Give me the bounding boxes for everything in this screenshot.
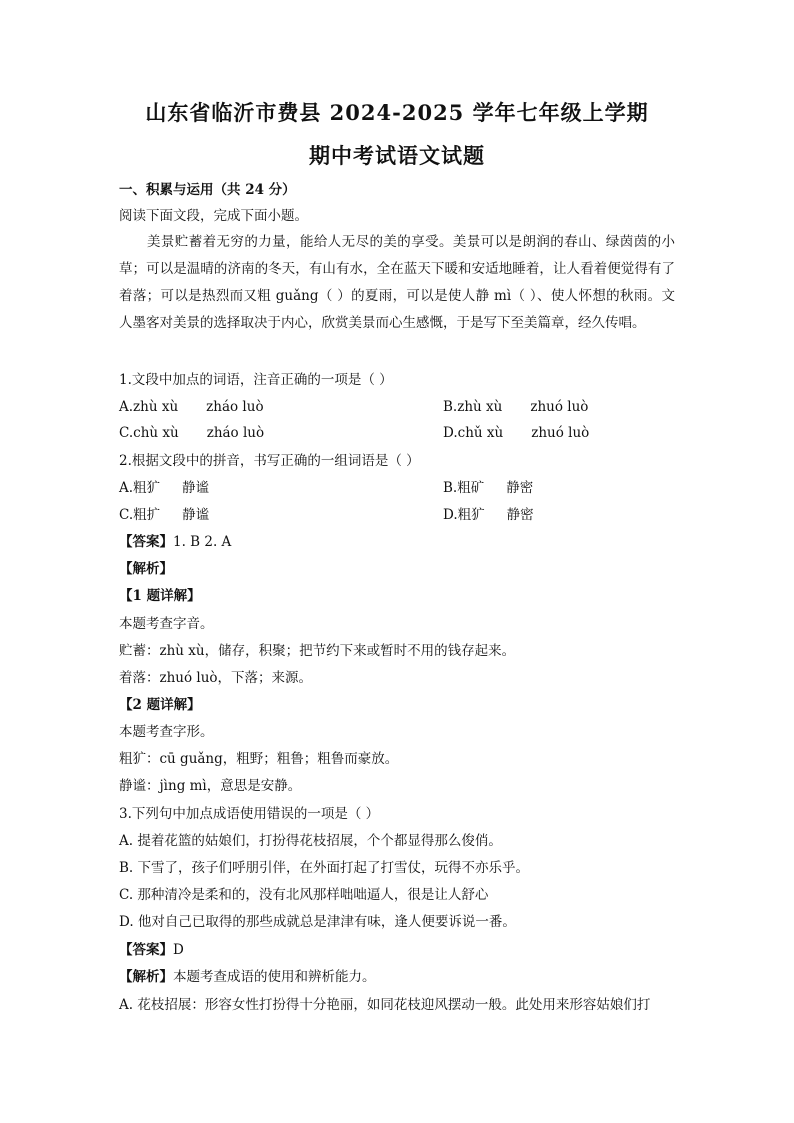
analysis-q2-intro: 本题考查字形。 xyxy=(119,724,214,740)
section-heading: 一、积累与运用（共 24 分） xyxy=(119,182,296,198)
option-part-a: 粗矿 xyxy=(457,480,485,496)
q3-option-b: B. 下雪了，孩子们呼朋引伴，在外面打起了打雪仗，玩得不亦乐乎。 xyxy=(119,860,530,876)
analysis-3-option-a: A. 花枝招展：形容女性打扮得十分艳丽，如同花枝迎风摆动一般。此处用来形容姑娘们打 xyxy=(119,997,651,1013)
option-part-b: 静谧 xyxy=(182,507,210,523)
option-part-b: 静密 xyxy=(506,507,534,523)
analysis-3 xyxy=(119,967,376,987)
option-part-b: 静谧 xyxy=(182,480,210,496)
answer-label: 【答案】 xyxy=(119,942,173,958)
option-key: C. xyxy=(119,507,134,523)
analysis-label: 【解析】 xyxy=(119,561,173,577)
analysis-text: 本题考查成语的使用和辨析能力。 xyxy=(173,969,376,985)
analysis-q2-line-1: 粗犷：cū guǎng，粗野；粗鲁；粗鲁而豪放。 xyxy=(119,751,399,767)
answer-label: 【答案】 xyxy=(119,534,173,550)
option-key: D. xyxy=(443,507,458,523)
answer-1-2 xyxy=(119,532,231,552)
option-key: B. xyxy=(443,480,458,496)
option-part-b: zháo luò xyxy=(206,399,264,415)
q3-option-a: A. 提着花篮的姑娘们，打扮得花枝招展，个个都显得那么俊俏。 xyxy=(119,833,502,849)
question-3-stem: 3.下列句中加点成语使用错误的一项是（ ） xyxy=(119,806,380,822)
answer-text: 1. B 2. A xyxy=(173,534,232,550)
option-part-a: chù xù xyxy=(133,425,179,441)
option-part-a: zhù xù xyxy=(457,399,503,415)
q2-option-a xyxy=(119,478,209,498)
option-key: C. xyxy=(119,425,134,441)
answer-3 xyxy=(119,940,184,960)
q2-option-c xyxy=(119,505,209,525)
q1-option-a xyxy=(119,397,264,417)
q2-option-d xyxy=(443,505,534,525)
option-part-a: 粗扩 xyxy=(133,507,161,523)
option-part-b: zhuó luò xyxy=(531,425,590,441)
option-part-b: zhuó luò xyxy=(530,399,589,415)
document-title-line-2: 期中考试语文试题 xyxy=(309,143,485,168)
analysis-q1-line-2: 着落：zhuó luò，下落；来源。 xyxy=(119,670,313,686)
analysis-q1-label: 【1 题详解】 xyxy=(119,588,201,604)
option-part-b: zháo luò xyxy=(206,425,265,441)
section-instruction: 阅读下面文段，完成下面小题。 xyxy=(119,208,308,224)
question-1-stem: 1.文段中加点的词语，注音正确的一项是（ ） xyxy=(119,372,393,388)
reading-passage: 美景贮蓄着无穷的力量，能给人无尽的美的享受。美景可以是朗润的春山、绿茵茵的小草；可以是温晴的济南的冬天，有山有水，全在蓝天下暖和安适地睡着，让人看着便觉得有了着落；可以是热烈而又粗 guǎng（ ）的夏雨，可以是使人静 mì（ ）、使人怀想的秋雨。文人墨客对美景的选择取决于内心，欣赏美景而心生感慨，于是写下至美篇章，经久传唱。 xyxy=(119,234,675,331)
option-part-a: 粗犷 xyxy=(133,480,161,496)
option-part-a: 粗犷 xyxy=(457,507,485,523)
q3-option-c: C. 那种清冷是柔和的，没有北风那样咄咄逼人，很是让人舒心 xyxy=(119,887,489,903)
option-part-a: zhù xù xyxy=(133,399,179,415)
analysis-label: 【解析】 xyxy=(119,969,173,985)
q3-option-d: D. 他对自己已取得的那些成就总是津津有味，逢人便要诉说一番。 xyxy=(119,914,516,930)
document-title-line-1: 山东省临沂市费县 2024-2025 学年七年级上学期 xyxy=(145,100,649,125)
option-key: A. xyxy=(119,399,134,415)
q1-option-c xyxy=(119,423,264,443)
answer-text: D xyxy=(173,942,184,958)
option-key: D. xyxy=(443,425,458,441)
option-key: B. xyxy=(443,399,458,415)
option-part-b: 静密 xyxy=(506,480,534,496)
question-2-stem: 2.根据文段中的拼音，书写正确的一组词语是（ ） xyxy=(119,453,420,469)
q1-option-d xyxy=(443,423,589,443)
analysis-q2-line-2: 静谧：jìng mì，意思是安静。 xyxy=(119,778,302,794)
option-key: A. xyxy=(119,480,134,496)
q2-option-b xyxy=(443,478,533,498)
option-part-a: chǔ xù xyxy=(457,425,504,441)
analysis-q2-label: 【2 题详解】 xyxy=(119,697,201,713)
analysis-q1-line-1: 贮蓄：zhù xù，储存，积聚；把节约下来或暂时不用的钱存起来。 xyxy=(119,643,516,659)
analysis-q1-intro: 本题考查字音。 xyxy=(119,616,214,632)
q1-option-b xyxy=(443,397,588,417)
